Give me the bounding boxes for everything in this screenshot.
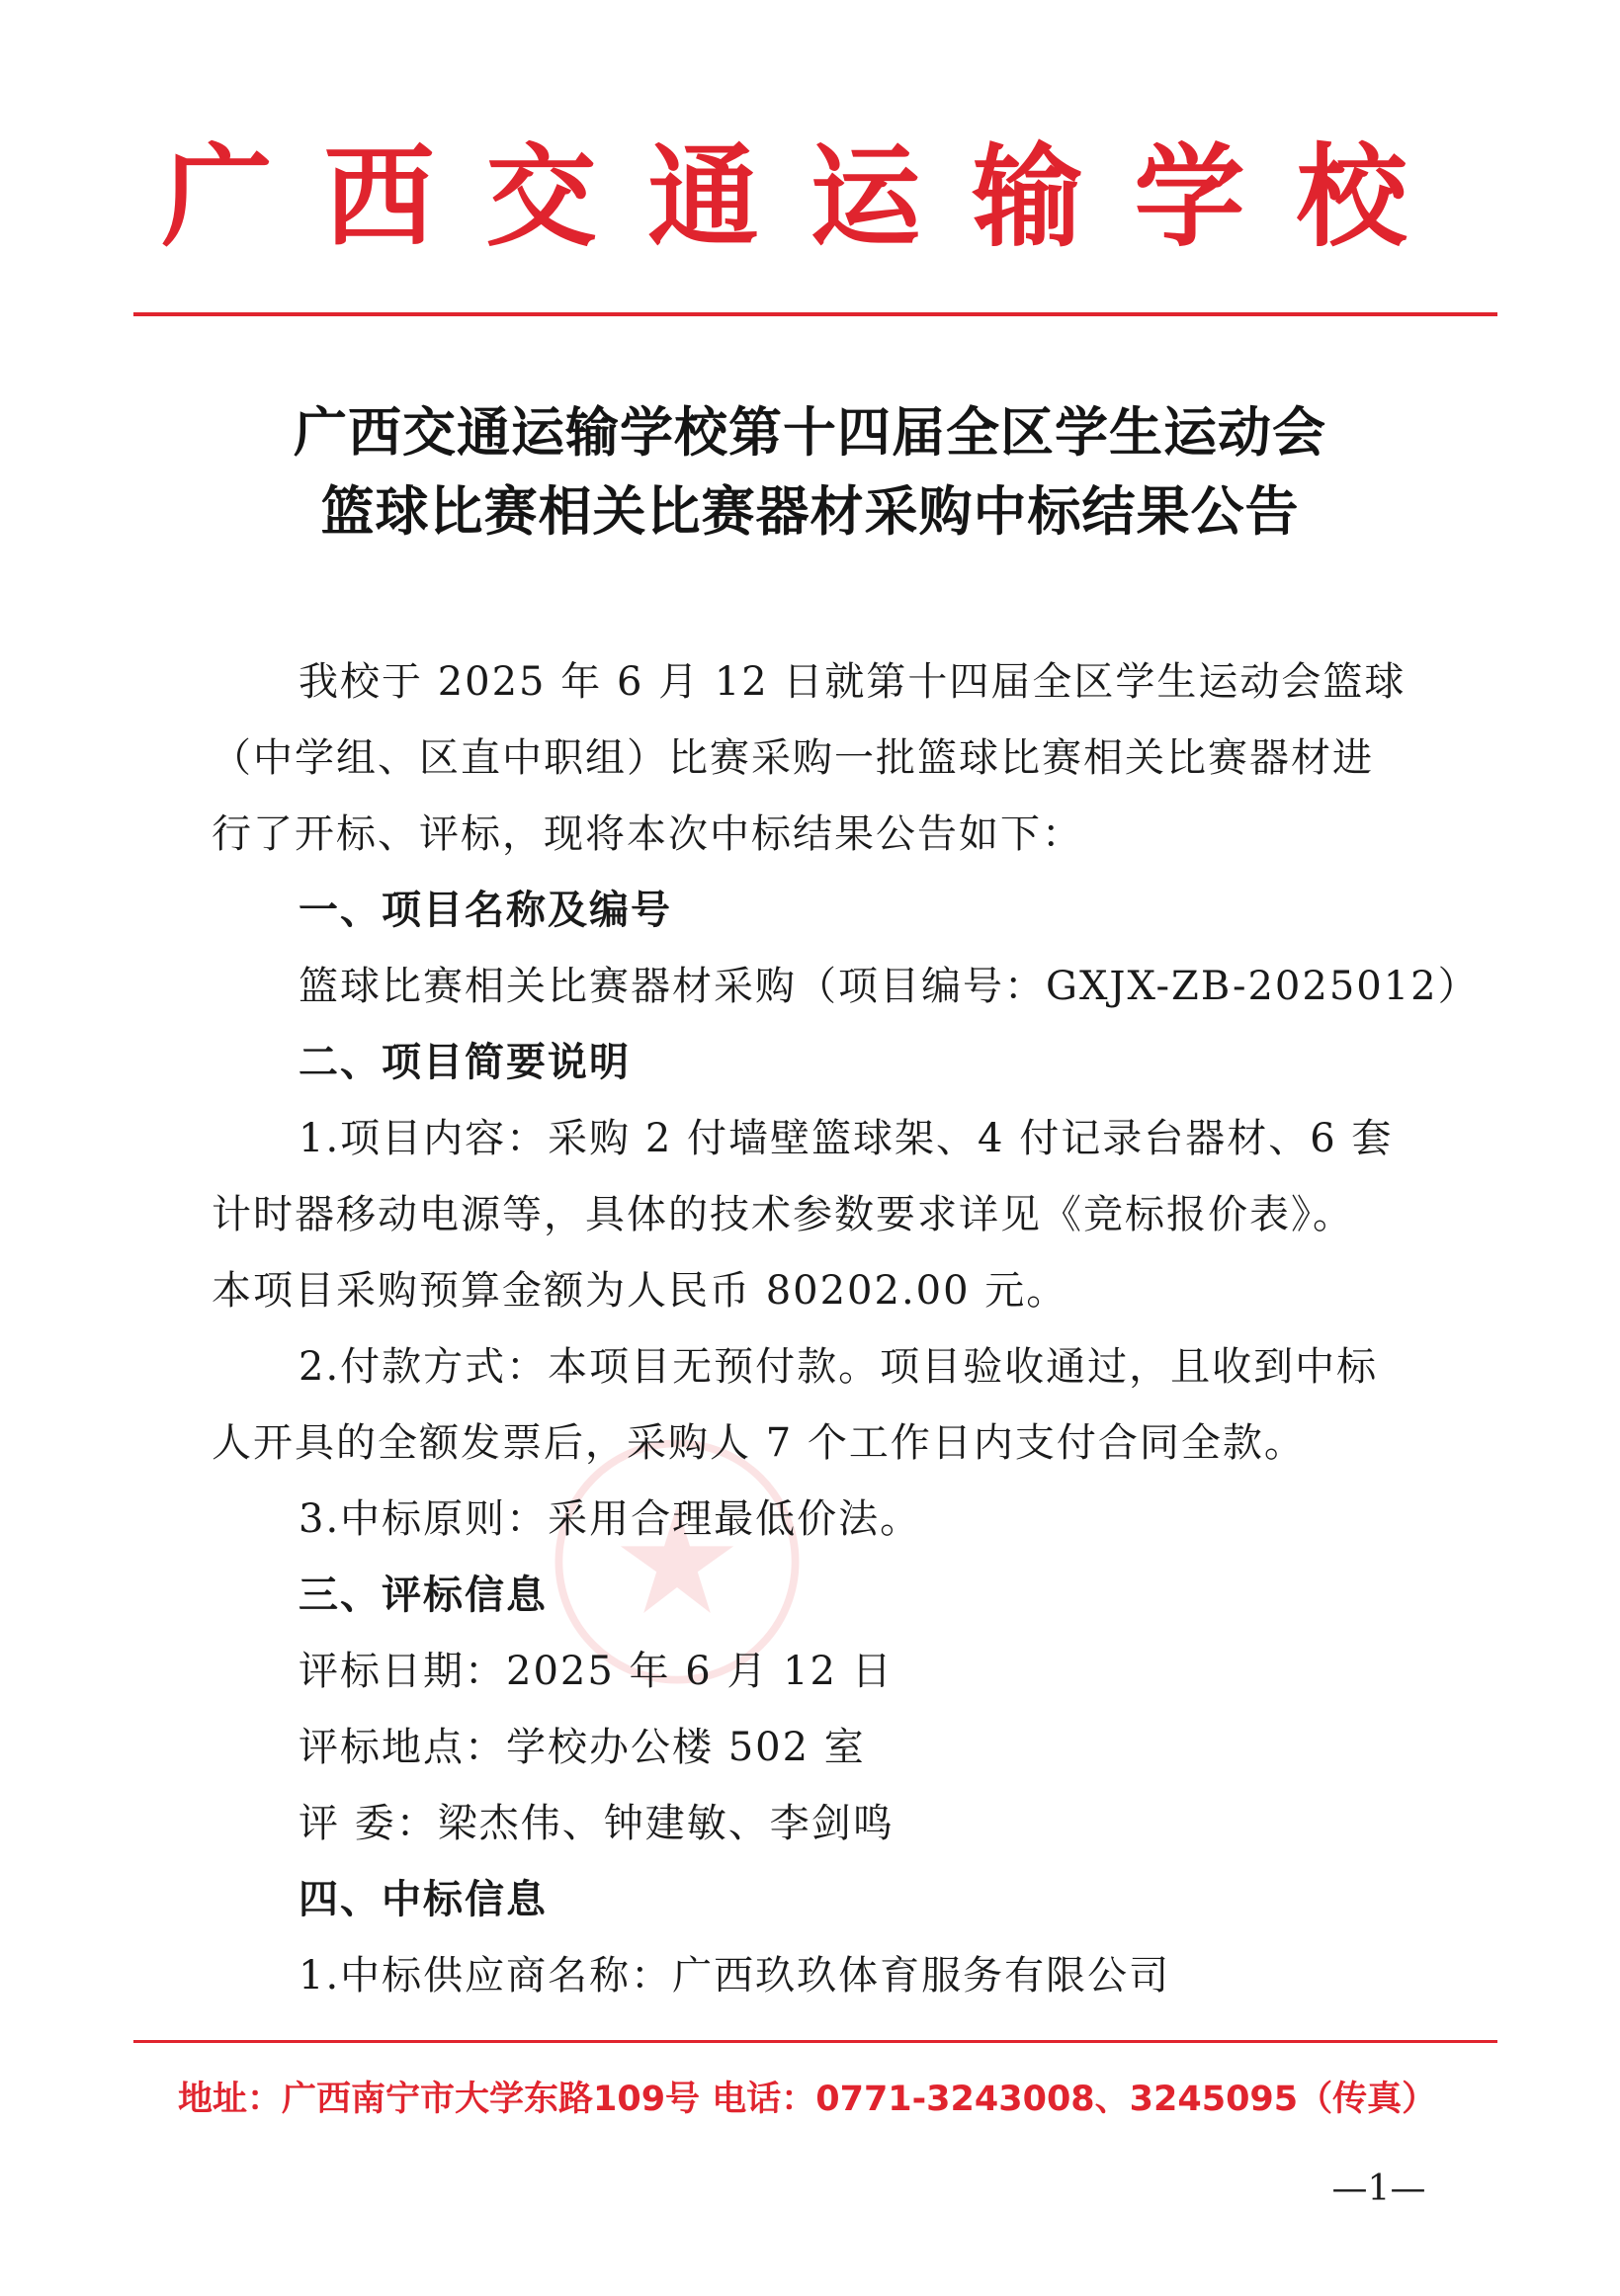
document-body: [212, 644, 1480, 2014]
section-heading-2: 二、项目简要说明: [298, 1040, 631, 1085]
evaluation-date: 评标日期：2025 年 6 月 12 日: [298, 1649, 894, 1694]
intro-line-1: 我校于 2025 年 6 月 12 日就第十四届全区学生运动会篮球: [298, 659, 1407, 705]
intro-line-2: （中学组、区直中职组）比赛采购一批篮球比赛相关比赛器材进: [212, 735, 1374, 781]
payment-line-1: 2.付款方式：本项目无预付款。项目验收通过，且收到中标: [298, 1344, 1379, 1390]
intro-line-3: 行了开标、评标，现将本次中标结果公告如下：: [212, 811, 1083, 857]
content-line-1: 1.项目内容：采购 2 付墙壁篮球架、4 付记录台器材、6 套: [298, 1116, 1394, 1161]
footer-divider: [133, 2040, 1497, 2043]
section-heading-4: 四、中标信息: [298, 1877, 548, 1922]
evaluation-committee: 评 委：梁杰伟、钟建敏、李剑鸣: [298, 1801, 895, 1846]
page-number: —1—: [1331, 2168, 1426, 2209]
payment-line-2: 人开具的全额发票后，采购人 7 个工作日内支付合同全款。: [212, 1420, 1306, 1466]
title-line-1: 广西交通运输学校第十四届全区学生运动会: [294, 401, 1326, 464]
content-line-3: 本项目采购预算金额为人民币 80202.00 元。: [212, 1268, 1068, 1314]
footer-address: 地址：广西南宁市大学东路109号 电话：0771-3243008、3245095（传真）: [178, 2080, 1437, 2119]
section-heading-1: 一、项目名称及编号: [298, 888, 672, 933]
title-line-2: 篮球比赛相关比赛器材采购中标结果公告: [320, 480, 1300, 543]
winning-supplier: 1.中标供应商名称：广西玖玖体育服务有限公司: [298, 1953, 1171, 1998]
section-heading-3: 三、评标信息: [298, 1573, 548, 1618]
letterhead-divider: [133, 312, 1497, 316]
document-title: [0, 393, 1620, 552]
project-name: 篮球比赛相关比赛器材采购（项目编号：GXJX-ZB-2025012）: [298, 964, 1480, 1009]
evaluation-place: 评标地点：学校办公楼 502 室: [298, 1725, 866, 1770]
award-principle: 3.中标原则：采用合理最低价法。: [298, 1496, 922, 1542]
letterhead-school-name: 广西交通运输学校: [161, 132, 1459, 262]
content-line-2: 计时器移动电源等，具体的技术参数要求详见《竞标报价表》。: [212, 1192, 1354, 1237]
